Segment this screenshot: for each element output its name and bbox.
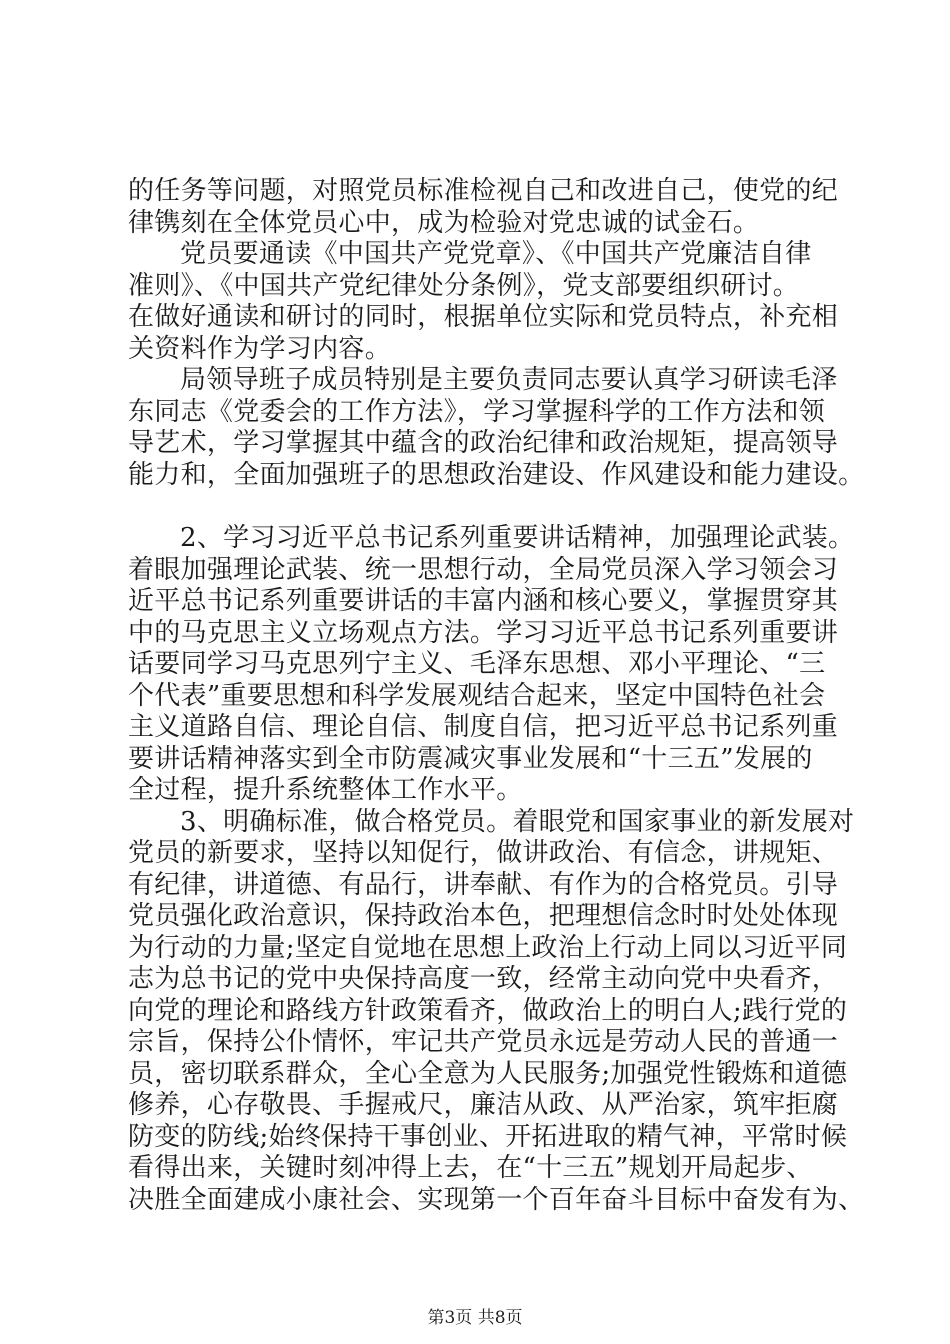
text-line: 党员的新要求，坚持以知促行，做讲政治、有信念，讲规矩、	[128, 838, 839, 868]
text-line: 能力和，全面加强班子的思想政治建设、作风建设和能力建设。	[128, 459, 865, 490]
page-number-label: 第3页 共8页	[427, 1308, 523, 1328]
text-line: 话要同学习马克思列宁主义、毛泽东思想、邓小平理论、“三	[128, 649, 826, 679]
text-line: 志为总书记的党中央保持高度一致，经常主动向党中央看齐，	[128, 964, 839, 994]
text-line: 导艺术，学习掌握其中蕴含的政治纪律和政治规矩，提高领导	[128, 428, 839, 458]
text-line: 党员要通读《中国共产党党章》、《中国共产党廉洁自律	[180, 239, 812, 269]
document-body	[128, 176, 865, 1216]
text-line: 主义道路自信、理论自信、制度自信，把习近平总书记系列重	[128, 712, 839, 742]
text-line: 宗旨，保持公仆情怀，牢记共产党员永远是劳动人民的普通一	[128, 1027, 839, 1057]
text-line: 修养，心存敬畏、手握戒尺，廉洁从政、从严治家，筑牢拒腐	[128, 1090, 839, 1120]
text-line: 有纪律，讲道德、有品行，讲奉献、有作为的合格党员。引导	[128, 869, 839, 900]
paragraph-gap	[128, 491, 858, 523]
text-line: 个代表”重要思想和科学发展观结合起来，坚定中国特色社会	[128, 680, 826, 711]
text-line: 着眼加强理论武装、统一思想行动，全局党员深入学习领会习	[128, 554, 839, 585]
text-line: 全过程，提升系统整体工作水平。	[128, 775, 523, 805]
text-line: 要讲话精神落实到全市防震减灾事业发展和“十三五”发展的	[128, 743, 813, 774]
text-line: 近平总书记系列重要讲话的丰富内涵和核心要义，掌握贯穿其	[128, 586, 839, 616]
text-line: 关资料作为学习内容。	[128, 333, 392, 364]
text-line: 局领导班子成员特别是主要负责同志要认真学习研读毛泽	[180, 365, 838, 395]
text-line: 准则》、《中国共产党纪律处分条例》，党支部要组织研讨。	[128, 270, 800, 301]
text-line: 在做好通读和研讨的同时，根据单位实际和党员特点，补充相	[128, 302, 839, 332]
text-line: 律镌刻在全体党员心中，成为检验对党忠诚的试金石。	[128, 207, 760, 238]
text-line: 党员强化政治意识，保持政治本色，把理想信念时时处处体现	[128, 901, 839, 931]
text-line: 看得出来，关键时刻冲得上去，在“十三五”规划开局起步、	[128, 1153, 813, 1183]
text-line: 为行动的力量;坚定自觉地在思想上政治上行动上同以习近平同	[128, 932, 848, 963]
text-line: 2、学习习近平总书记系列重要讲话精神，加强理论武装。	[180, 523, 855, 553]
text-line: 3、明确标准，做合格党员。着眼党和国家事业的新发展对	[180, 806, 855, 837]
text-line: 防变的防线;始终保持干事创业、开拓进取的精气神，平常时候	[128, 1121, 848, 1152]
text-line: 向党的理论和路线方针政策看齐，做政治上的明白人;践行党的	[128, 995, 848, 1026]
text-line: 员，密切联系群众，全心全意为人民服务;加强党性锻炼和道德	[128, 1058, 848, 1089]
page-footer	[0, 1303, 950, 1328]
text-line: 中的马克思主义立场观点方法。学习习近平总书记系列重要讲	[128, 617, 839, 648]
text-line: 东同志《党委会的工作方法》，学习掌握科学的工作方法和领	[128, 396, 826, 427]
text-line: 决胜全面建成小康社会、实现第一个百年奋斗目标中奋发有为、	[128, 1184, 865, 1215]
text-line: 的任务等问题，对照党员标准检视自己和改进自己，使党的纪	[128, 176, 839, 206]
